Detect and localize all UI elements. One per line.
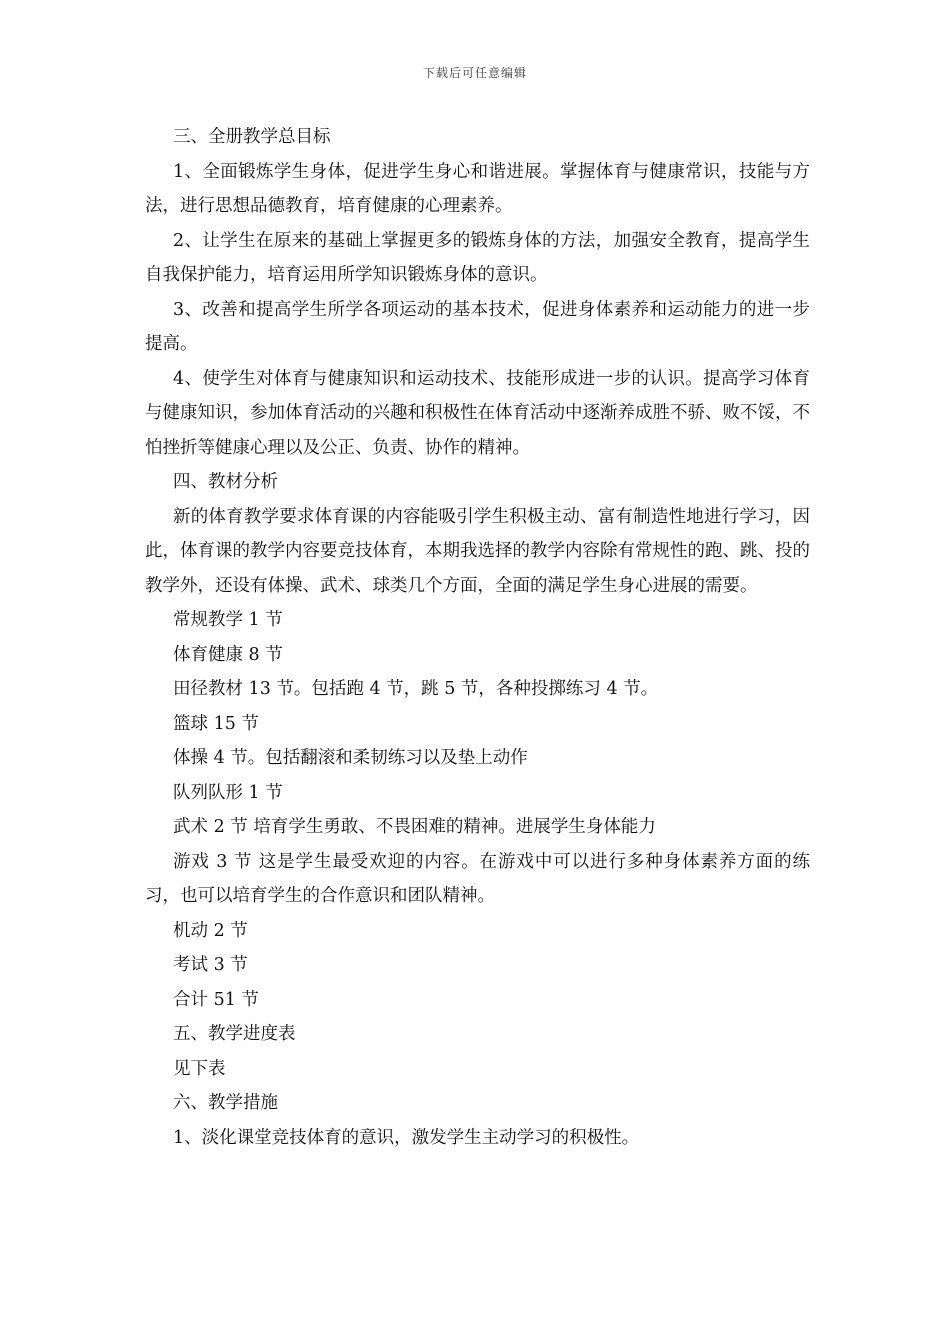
curriculum-item-routine: 常规教学 1 节 [173,610,283,630]
section-heading-material-analysis: 四、教材分析 [173,472,278,492]
measure-paragraph-1: 1、淡化课堂竞技体育的意识，激发学生主动学习的积极性。 [173,1127,640,1148]
goal-paragraph-3: 3、改善和提高学生所学各项运动的基本技术，促进身体素养和运动能力的进一步提高。 [145,299,810,354]
document-body [145,120,810,1155]
curriculum-item-martial-arts: 武术 2 节 培育学生勇敢、不畏困难的精神。进展学生身体能力 [173,817,656,837]
page-header-note: 下载后可任意编辑 [422,66,527,80]
section-heading-schedule: 五、教学进度表 [173,1024,296,1044]
goal-paragraph-2: 2、让学生在原来的基础上掌握更多的锻炼身体的方法，加强安全教育，提高学生自我保护能力，培育运用所学知识锻炼身体的意识。 [145,230,810,285]
curriculum-item-health: 体育健康 8 节 [173,644,283,665]
section-heading-goals: 三、全册教学总目标 [173,127,331,147]
curriculum-item-exam: 考试 3 节 [173,955,248,975]
curriculum-item-basketball: 篮球 15 节 [173,713,259,734]
schedule-reference: 见下表 [173,1058,226,1079]
curriculum-item-gymnastics: 体操 4 节。包括翻滚和柔韧练习以及垫上动作 [173,748,528,768]
section-heading-measures: 六、教学措施 [173,1093,278,1113]
curriculum-item-games: 游戏 3 节 这是学生最受欢迎的内容。在游戏中可以进行多种身体素养方面的练习，也可以培育学生的合作意识和团队精神。 [145,851,810,906]
curriculum-item-track-field: 田径教材 13 节。包括跑 4 节，跳 5 节，各种投掷练习 4 节。 [173,679,659,699]
curriculum-total: 合计 51 节 [173,989,259,1010]
goal-paragraph-1: 1、全面锻炼学生身体，促进学生身心和谐进展。掌握体育与健康常识，技能与方法，进行思想品德教育，培育健康的心理素养。 [145,161,810,216]
material-analysis-paragraph: 新的体育教学要求体育课的内容能吸引学生积极主动、富有制造性地进行学习，因此，体育课的教学内容要竞技体育，本期我选择的教学内容除有常规性的跑、跳、投的教学外，还设有体操、武术、球类几个方面，全面的满足学生身心进展的需要。 [145,506,810,596]
curriculum-item-flexible: 机动 2 节 [173,920,248,941]
goal-paragraph-4: 4、使学生对体育与健康知识和运动技术、技能形成进一步的认识。提高学习体育与健康知识，参加体育活动的兴趣和积极性在体育活动中逐渐养成胜不骄、败不馁，不怕挫折等健康心理以及公正、负责、协作的精神。 [145,368,810,458]
curriculum-item-formation: 队列队形 1 节 [173,782,283,803]
